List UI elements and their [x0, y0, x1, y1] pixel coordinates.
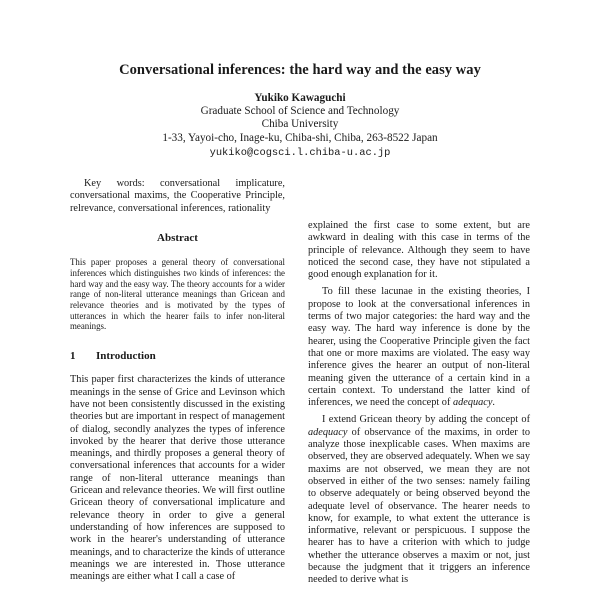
right-column: [308, 220, 530, 587]
paragraph-extension-start: I extend Gricean theory by adding the concept of: [322, 414, 530, 426]
paragraph-lacunae-end: .: [492, 397, 495, 409]
author-university: Chiba University: [261, 118, 339, 131]
paragraph-lacunae: [308, 286, 530, 409]
author-name: Yukiko Kawaguchi: [254, 92, 346, 104]
paragraph-lacunae-text: To fill these lacunae in the existing theories, I propose to look at the conversational inferences in terms of two major categories: the hard way and the easy way. The hard way inference is done by the hearer, using the Cooperative Principle given the fact that one or more maxims are violated. The easy way inference gives the hearer an output of non-literal meaning given the utterance of a certain kind in a certain context. To understand the latter kind of inferences, we need the concept of: [308, 286, 530, 409]
section-title: Introduction: [96, 350, 156, 363]
paragraph-extension: [308, 414, 530, 586]
author-email[interactable]: yukiko@cogsci.l.chiba-u.ac.jp: [209, 146, 391, 159]
intro-paragraph: This paper first characterizes the kinds of utterance meanings in the sense of Grice and Levinson which have not been consistently discussed in the existing theories but are important in respect of management of dialog, secondly analyzes the types of inference invoked by the hearer that derive those utterance meanings, and thirdly proposes a general theory of conversational inferences that accounts for a wider range of non-literal utterance meanings than Gricean and relevance theories. We will first outline Gricean theory of conversational implicature and relevance theory in order to give a general understanding of how inferences are supposed to work in the hearer's understanding of utterance meanings, and to characterize the kinds of utterance meanings we are interested in. Those utterance meanings are either what I call a case of: [70, 374, 285, 583]
paragraph-extension-rest: of observance of the maxims, in order to analyze those inexplicable cases. When maxims are observed, they are observed adequately. When we say maxims are not observed, we mean they are not observed in either of the two senses: namely failing to observe adequately or being observed beyond the adequate level of observance. The hearer needs to know, for example, to what extent the utterance is informative, relevant or perspicuous. I suppose the hearer has to have a criterion with which to judge whether the utterance observes a maxim or not, just because the judgment that it triggers an inference needed to derive what is: [308, 426, 530, 586]
left-column: [70, 178, 285, 583]
section-number: 1: [70, 350, 76, 363]
paragraph-continuation: explained the first case to some extent, but are awkward in dealing with this case in terms of the principle of relevance. Although they seem to have noticed the second case, they have not stipulated a good enough explanation for it.: [308, 220, 530, 281]
author-address: 1-33, Yayoi-cho, Inage-ku, Chiba-shi, Chiba, 263-8522 Japan: [162, 131, 438, 144]
section-heading-introduction: [70, 350, 285, 362]
keywords: Key words: conversational implicature, conversational maxims, the Cooperative Principle, relrevance, conversational inferences, rationality: [70, 178, 285, 214]
paper-title: Conversational inferences: the hard way and the easy way: [119, 62, 481, 78]
author-affiliation: Graduate School of Science and Technology: [200, 105, 400, 118]
author-block: [0, 92, 600, 160]
abstract-heading: Abstract: [157, 231, 198, 244]
term-adequacy-2: adequacy: [308, 426, 348, 438]
abstract-text: This paper proposes a general theory of conversational inferences which distinguishes two kinds of inferences: the hard way and the easy way. The theory accounts for a wider range of non-literal utterance meanings than Gricean and relevance theories and is motivated by the types of utterances in which the hearer fails to infer non-literal meanings.: [70, 257, 285, 332]
term-adequacy: adequacy: [452, 397, 493, 409]
